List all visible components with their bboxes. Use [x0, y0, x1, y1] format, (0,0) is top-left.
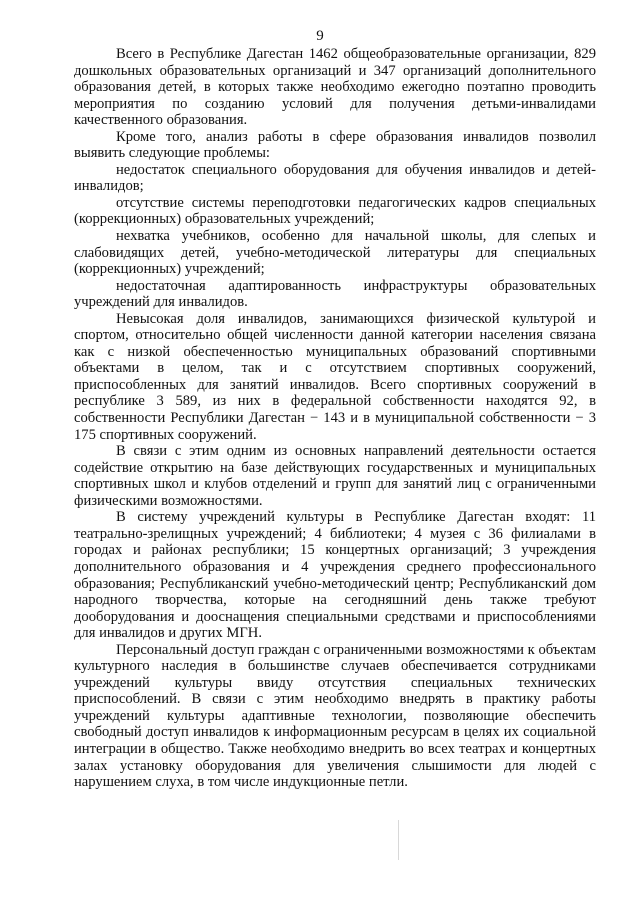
- paragraph-culture-institutions: В систему учреждений культуры в Республике Дагестан входят: 11 театрально-зрелищных учреждений; 4 библиотеки; 4 музея с 36 филиалами в городах и районах республики; 15 концертных организаций; 3 учреждения дополнительного образования и 4 учреждения среднего профессионального образования; Республиканский учебно-методический центр; Республиканский дом народного творчества, которые на сегодняшний день также требуют дооборудования и дооснащения специальными средствами и приспособлениями для инвалидов и других МГН.: [74, 509, 596, 642]
- scan-artifact-line: [398, 820, 399, 860]
- paragraph-school-statistics: Всего в Республике Дагестан 1462 общеобразовательные организации, 829 дошкольных образовательных организаций и 347 организаций дополнительного образования детей, в которых также необходимо ежегодно поэтапно проводить мероприятия по созданию условий для получения детьми-инвалидами качественного образования.: [74, 46, 596, 129]
- document-body: [74, 46, 596, 791]
- paragraph-problem-textbooks: нехватка учебников, особенно для начальной школы, для слепых и слабовидящих детей, учебно-методической литературы для специальных (коррекционных) учреждений;: [74, 228, 596, 278]
- paragraph-problem-infrastructure: недостаточная адаптированность инфраструктуры образовательных учреждений для инвалидов.: [74, 277, 596, 311]
- paragraph-sport-schools: В связи с этим одним из основных направлений деятельности остается содействие открытию на базе действующих государственных и муниципальных спортивных школ и клубов отделений и групп для занятий лиц с ограниченными физическими возможностями.: [74, 443, 596, 509]
- paragraph-sport-facilities: Невысокая доля инвалидов, занимающихся физической культурой и спортом, относительно общей численности данной категории населения связана как с низкой обеспеченностью муниципальных образований спортивными объектами в целом, так и с отсутствием спортивных сооружений, приспособленных для занятий инвалидов. Всего спортивных сооружений в республике 3 589, из них в федеральной собственности находятся 92, в собственности Республики Дагестан − 143 и в муниципальной собственности − 3 175 спортивных сооружений.: [74, 310, 596, 443]
- paragraph-problems-intro: Кроме того, анализ работы в сфере образования инвалидов позволил выявить следующие проблемы:: [74, 128, 596, 162]
- paragraph-problem-equipment: недостаток специального оборудования для обучения инвалидов и детей-инвалидов;: [74, 161, 596, 195]
- page-number: 9: [316, 28, 324, 44]
- paragraph-problem-retraining: отсутствие системы переподготовки педагогических кадров специальных (коррекционных) образовательных учреждений;: [74, 194, 596, 228]
- paragraph-cultural-heritage-access: Персональный доступ граждан с ограниченными возможностями к объектам культурного наследия в большинстве случаев обеспечивается сотрудниками учреждений культуры ввиду отсутствия специальных технических приспособлений. В связи с этим необходимо внедрять в практику работы учреждений культуры адаптивные технологии, позволяющие обеспечить свободный доступ инвалидов к информационным ресурсам в целях их социальной интеграции в общество. Также необходимо внедрить во всех театрах и концертных залах установку оборудования для увеличения слышимости для людей с нарушением слуха, в том числе индукционные петли.: [74, 641, 596, 791]
